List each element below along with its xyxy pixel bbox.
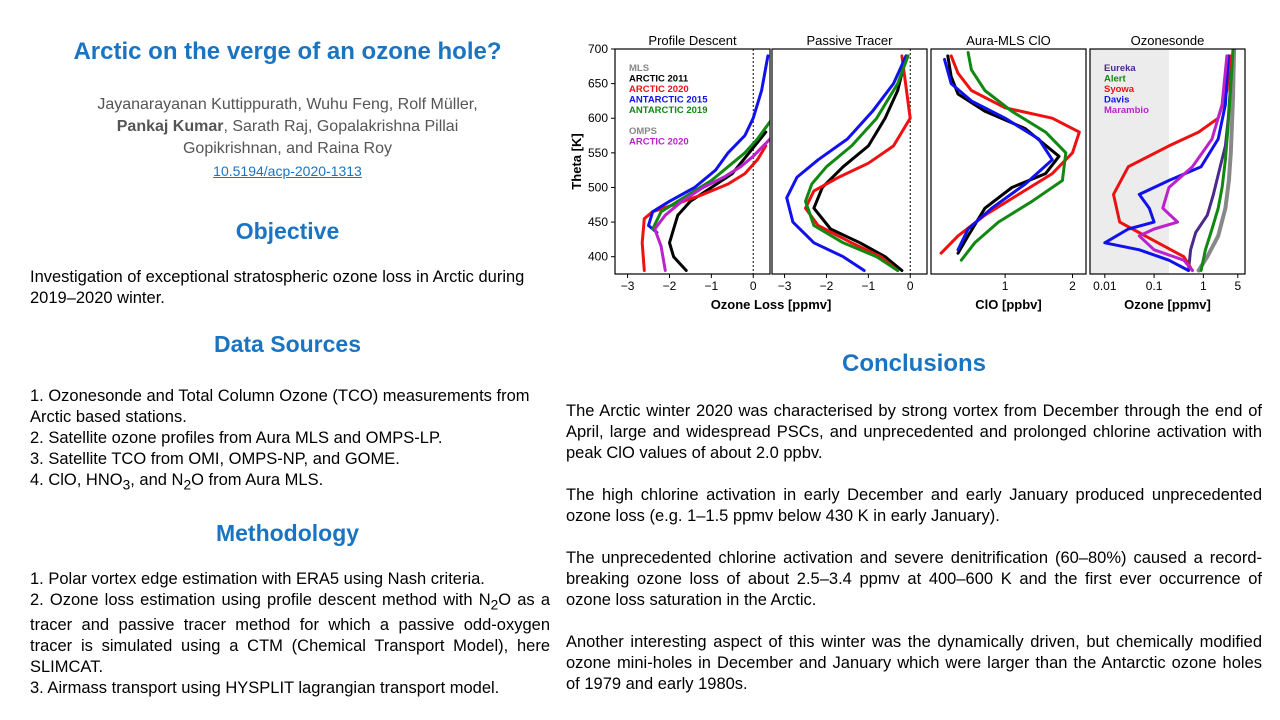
list-item: 2. Satellite ozone profiles from Aura MLS and OMPS-LP.	[30, 429, 443, 447]
list-item: 1. Ozonesonde and Total Column Ozone (TCO) measurements from Arctic based stations.	[30, 387, 530, 426]
author-line: Jayanarayanan Kuttippurath, Wuhu Feng, Rolf Müller,	[97, 96, 478, 113]
doi-link[interactable]: 10.5194/acp-2020-1313	[213, 163, 362, 179]
x-tick-label: −2	[819, 279, 834, 293]
x-tick-label: −3	[777, 279, 792, 293]
legend-entry: ARCTIC 2020	[629, 136, 689, 148]
author-line: Pankaj Kumar, Sarath Raj, Gopalakrishna Pillai	[116, 118, 459, 135]
legend-entry: MLS	[629, 63, 650, 74]
y-tick-label: 500	[587, 180, 608, 195]
legend-entry: ARCTIC 2011	[629, 73, 689, 85]
x-axis-label: ClO [ppbv]	[975, 297, 1042, 312]
legend-entry: Alert	[1104, 73, 1126, 85]
x-tick-label: 0	[749, 279, 757, 293]
list-item: 3. Satellite TCO from OMI, OMPS-NP, and GOME.	[30, 450, 400, 468]
legend-entry: Marambio	[1104, 105, 1149, 116]
x-tick-label: 2	[1069, 279, 1076, 293]
list-item: 2. Ozone loss estimation using profile descent method with $N_2O$ as a tracer and passive tracer method for which a passive odd-oxygen tracer is simulated using a CTM (Chemical Transport Model), here SLIMCAT.	[30, 591, 550, 677]
objective-heading: Objective	[235, 218, 340, 244]
x-tick-label: 1	[1001, 279, 1009, 293]
author-line: Gopikrishnan, and Raina Roy	[182, 140, 392, 157]
shaded-region	[1090, 49, 1169, 274]
panel-title: Ozonesonde	[1130, 33, 1205, 48]
panel-title: Passive Tracer	[806, 33, 893, 48]
author-list	[30, 94, 545, 160]
x-tick-label: 5	[1234, 279, 1242, 293]
objective-text: Investigation of exceptional stratospheric ozone loss in Arctic during 2019–2020 winter.	[30, 268, 525, 307]
x-tick-label: 0.01	[1093, 279, 1117, 293]
list-item: 1. Polar vortex edge estimation with ERA5 using Nash criteria.	[30, 570, 485, 588]
list-item: 3. Airmass transport using HYSPLIT lagrangian transport model.	[30, 679, 500, 698]
x-axis-label: Ozone [ppmv]	[1124, 297, 1211, 312]
legend-entry: ANTARCTIC 2019	[629, 105, 708, 116]
x-axis-label: Ozone Loss [ppmv]	[710, 297, 832, 312]
conclusion-paragraph: The high chlorine activation in early December and early January produced unprecedented ozone loss (e.g. 1–1.5 ppmv below 430 K in early January).	[566, 486, 1262, 525]
x-tick-label: −2	[662, 279, 677, 293]
conclusions-heading: Conclusions	[841, 350, 986, 377]
conclusion-paragraph: The unprecedented chlorine activation and severe denitrification (60–80%) caused a record-breaking ozone loss of about 2.5–3.4 ppmv at 400–600 K and the first ever occurrence of ozone loss saturation in the Arctic.	[566, 549, 1262, 609]
data-sources-heading: Data Sources	[213, 331, 361, 357]
legend-entry: OMPS	[629, 126, 657, 137]
series-line	[806, 56, 909, 271]
legend-entry: Eureka	[1104, 63, 1136, 74]
methodology-list	[30, 569, 550, 699]
x-tick-label: −3	[620, 279, 635, 293]
legend-entry: Syowa	[1104, 84, 1135, 95]
legend-entry: ARCTIC 2020	[629, 84, 689, 95]
y-tick-label: 650	[587, 76, 608, 91]
ozone-figure	[560, 30, 1260, 315]
panel-title: Aura-MLS ClO	[966, 33, 1051, 48]
y-tick-label: 400	[587, 249, 608, 264]
x-tick-label: 0	[906, 279, 914, 293]
x-tick-label: 0.1	[1145, 279, 1163, 293]
y-axis-label: Theta [K]	[569, 133, 584, 190]
conclusions-text	[566, 401, 1262, 716]
conclusion-paragraph: The Arctic winter 2020 was characterised by strong vortex from December through the end of April, large and widespread PSCs, and unprecedented and prolonged chlorine activation with peak ClO values of about 2.0 ppbv.	[566, 402, 1262, 462]
legend-entry: ANTARCTIC 2015	[629, 94, 708, 106]
y-tick-label: 700	[587, 42, 608, 56]
y-tick-label: 450	[587, 215, 608, 230]
poster-title: Arctic on the verge of an ozone hole?	[73, 38, 502, 65]
x-tick-label: −1	[861, 279, 876, 293]
methodology-heading: Methodology	[215, 520, 360, 546]
list-item: 4. ClO, $HNO_3$, and $N_2O$ from Aura MLS.	[30, 471, 324, 493]
doi	[30, 163, 545, 179]
series-line	[948, 56, 1059, 253]
x-tick-label: 1	[1200, 279, 1207, 293]
data-sources-list	[30, 386, 550, 495]
presenting-author: Pankaj Kumar	[116, 118, 224, 135]
y-tick-label: 550	[587, 145, 608, 160]
series-line	[814, 56, 906, 271]
x-tick-label: −1	[704, 279, 719, 293]
panel-title: Profile Descent	[648, 33, 737, 48]
y-tick-label: 600	[587, 111, 608, 126]
legend-entry: Davis	[1104, 94, 1130, 106]
conclusion-paragraph: Another interesting aspect of this winter was the dynamically driven, but chemically modified ozone mini-holes in December and January which were larger than the Antarctic ozone holes of 1979 and early 1980s.	[566, 633, 1262, 693]
